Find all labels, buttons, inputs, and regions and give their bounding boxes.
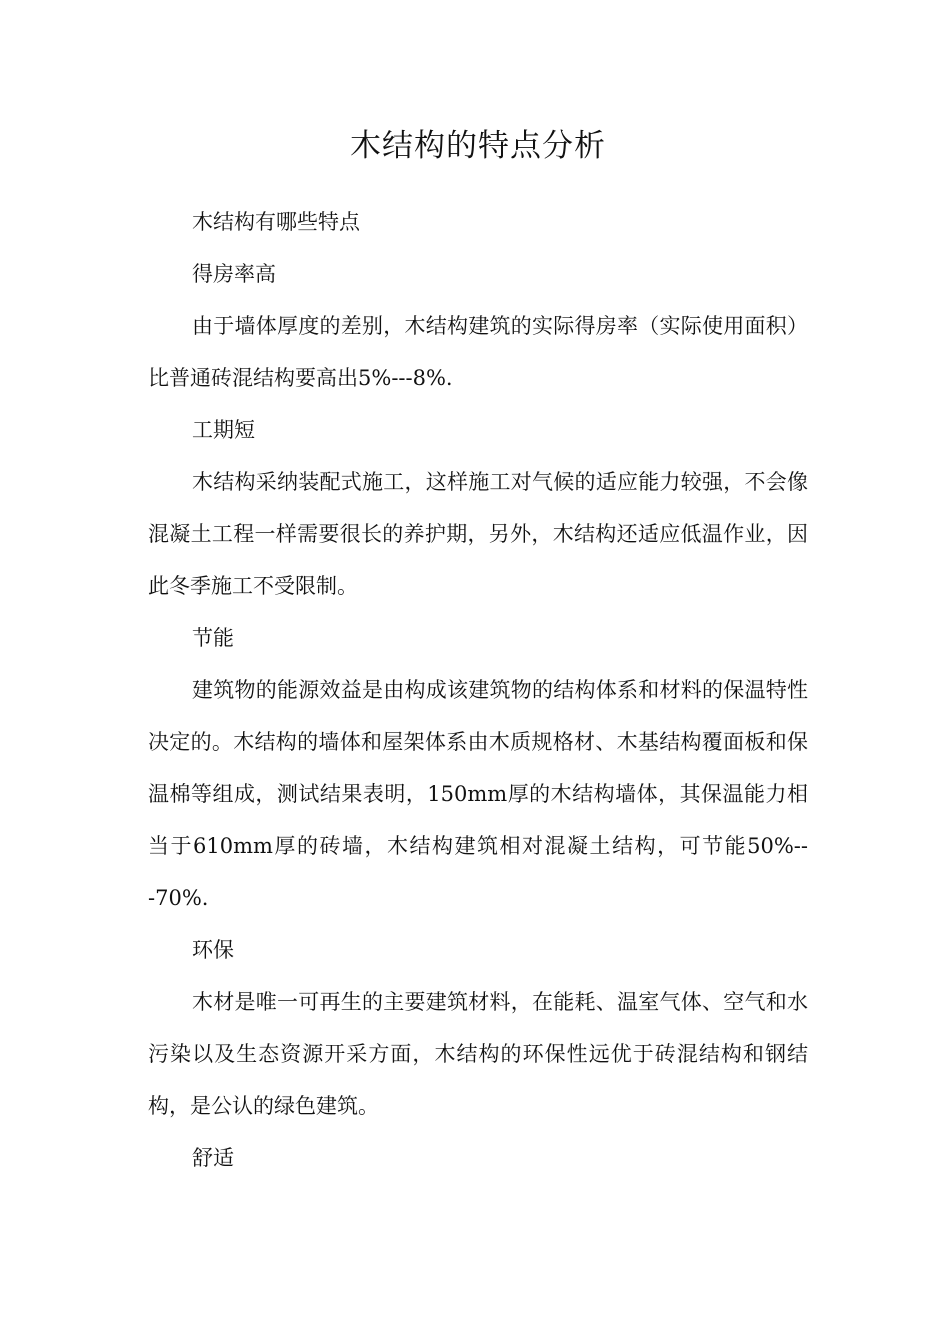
paragraph-usable-area: 由于墙体厚度的差别，木结构建筑的实际得房率（实际使用面积）比普通砖混结构要高出5%---8%. [148, 314, 808, 390]
subheading-usable-area: 得房率高 [192, 262, 276, 286]
subheading-short-construction: 工期短 [192, 418, 255, 442]
subheading-energy-saving: 节能 [192, 626, 234, 650]
paragraph-environmental: 木材是唯一可再生的主要建筑材料，在能耗、温室气体、空气和水污染以及生态资源开采方面，木结构的环保性远优于砖混结构和钢结构，是公认的绿色建筑。 [148, 990, 808, 1118]
document-title: 木结构的特点分析 [350, 128, 606, 164]
paragraph-energy-saving: 建筑物的能源效益是由构成该建筑物的结构体系和材料的保温特性决定的。木结构的墙体和屋架体系由木质规格材、木基结构覆面板和保温棉等组成，测试结果表明，150mm厚的木结构墙体，其保温能力相当于610mm厚的砖墙，木结构建筑相对混凝土结构，可节能50%---70%. [148, 678, 808, 910]
subheading-environmental: 环保 [192, 938, 234, 962]
subheading-comfort: 舒适 [192, 1146, 234, 1170]
document-page [148, 118, 808, 1184]
section-heading-features: 木结构有哪些特点 [192, 210, 360, 234]
paragraph-short-construction: 木结构采纳装配式施工，这样施工对气候的适应能力较强，不会像混凝土工程一样需要很长的养护期，另外，木结构还适应低温作业，因此冬季施工不受限制。 [148, 470, 808, 598]
